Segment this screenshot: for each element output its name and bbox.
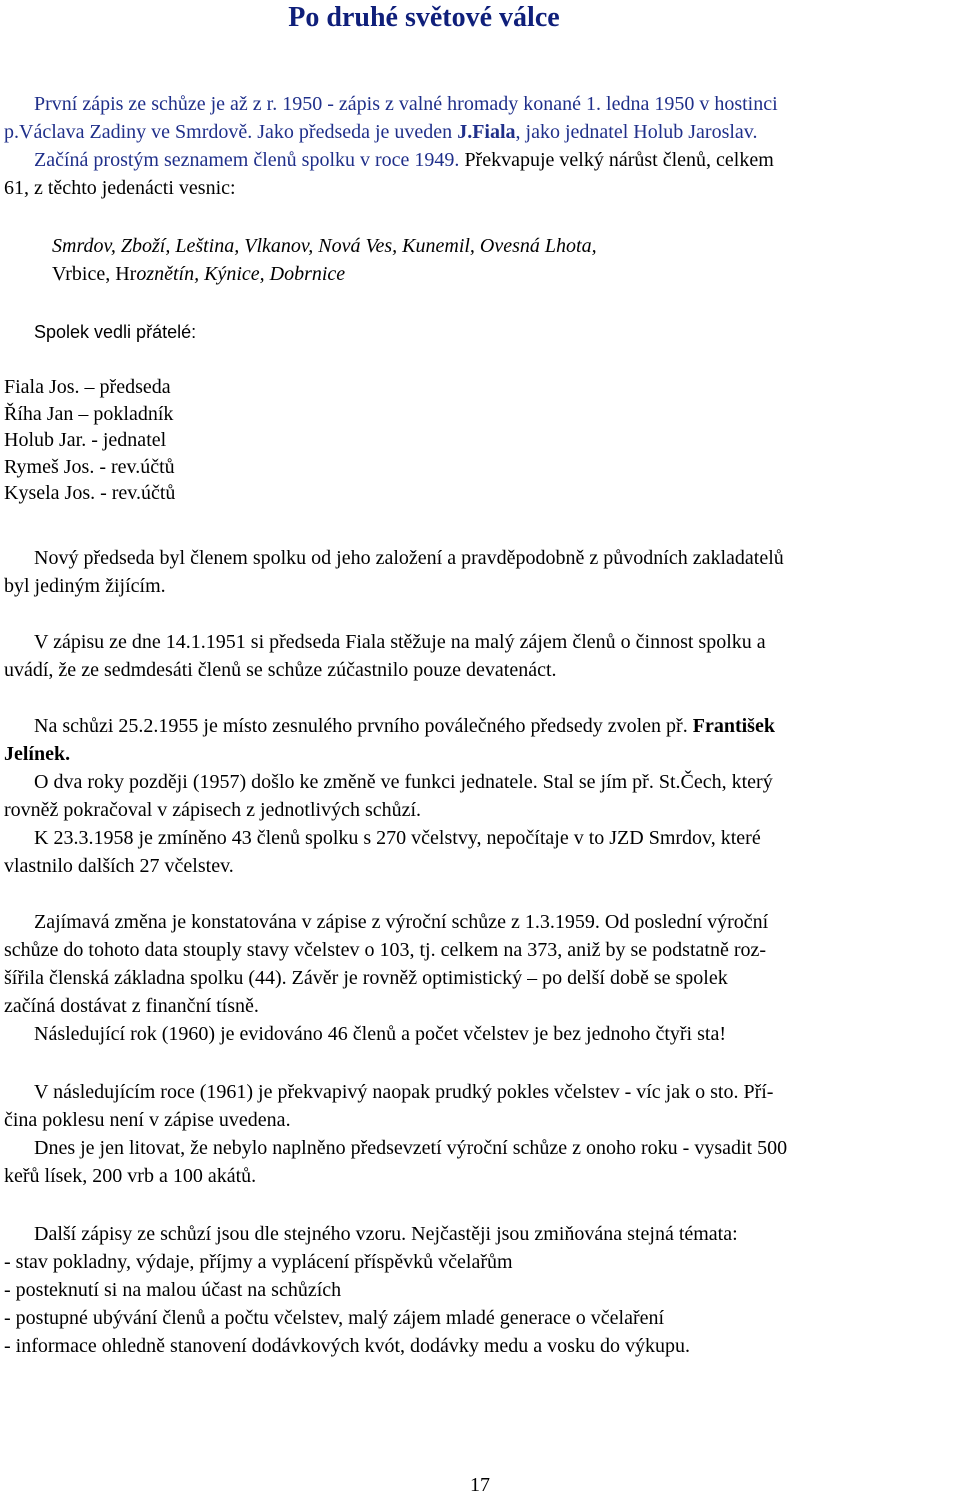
paragraph-line: V následujícím roce (1961) je překvapivý naopak prudký pokles včelstev - víc jak o sto. Pří- bbox=[34, 1081, 774, 1103]
committee-member: Holub Jar. - jednatel bbox=[4, 429, 167, 452]
paragraph-line: V zápisu ze dne 14.1.1951 si předseda Fiala stěžuje na malý zájem členů o činnost spolku a bbox=[34, 631, 766, 653]
committee-member: Říha Jan – pokladník bbox=[4, 402, 174, 425]
paragraph-line: Dnes je jen litovat, že nebylo naplněno předsevzetí výroční schůze z onoho roku - vysadit 500 bbox=[34, 1137, 788, 1159]
paragraph-line: Zajímavá změna je konstatována v zápise z výroční schůze z 1.3.1959. Od poslední výroční bbox=[34, 911, 769, 933]
text-run: p.Václava Zadiny ve Smrdově. Jako předseda je uveden bbox=[4, 121, 458, 143]
village-list-line bbox=[52, 262, 345, 286]
committee-intro: Spolek vedli přátelé: bbox=[34, 322, 197, 342]
paragraph-line: O dva roky později (1957) došlo ke změně ve funkci jednatele. Stal se jím př. St.Čech, který bbox=[34, 771, 773, 793]
paragraph-line: K 23.3.1958 je zmíněno 43 členů spolku s 270 včelstvy, nepočítaje v to JZD Smrdov, které bbox=[34, 827, 761, 849]
paragraph-line: schůze do tohoto data stouply stavy včelstev o 103, tj. celkem na 373, aniž by se podstatně roz- bbox=[4, 939, 767, 961]
text-run-italic: oznětín, Kýnice, Dobrnice bbox=[136, 263, 346, 285]
text-run: Vrbice, Hr bbox=[52, 263, 137, 285]
topic-item: - posteknutí si na malou účast na schůzích bbox=[4, 1279, 342, 1301]
text-run-bold: Jelínek. bbox=[4, 743, 71, 765]
paragraph-line: začíná dostávat z finanční tísně. bbox=[4, 995, 259, 1017]
committee-member: Kysela Jos. - rev.účtů bbox=[4, 482, 176, 505]
paragraph-line bbox=[4, 742, 70, 766]
paragraph-line: vlastnilo dalších 27 včelstev. bbox=[4, 855, 234, 877]
text-run-bold: František bbox=[692, 715, 775, 737]
paragraph-line bbox=[4, 120, 758, 144]
committee-member: Fiala Jos. – předseda bbox=[4, 376, 171, 398]
page-number: 17 bbox=[470, 1474, 490, 1496]
topic-item: - postupné ubývání členů a počtu včelstev, malý zájem mladé generace o včelaření bbox=[4, 1307, 665, 1329]
paragraph-line: čina poklesu není v zápise uvedena. bbox=[4, 1109, 291, 1131]
paragraph-line bbox=[34, 148, 774, 172]
committee-member: Rymeš Jos. - rev.účtů bbox=[4, 455, 175, 478]
paragraph-line: Další zápisy ze schůzí jsou dle stejného vzoru. Nejčastěji jsou zmiňována stejná témata: bbox=[34, 1223, 738, 1245]
paragraph-line: První zápis ze schůze je až z r. 1950 - zápis z valné hromady konané 1. ledna 1950 v hostinci bbox=[34, 93, 778, 115]
text-run-bold: J.Fiala bbox=[457, 121, 516, 143]
paragraph-line: 61, z těchto jedenácti vesnic: bbox=[4, 177, 236, 199]
paragraph-line: šířila členská základna spolku (44). Závěr je rovněž optimistický – po delší době se spolek bbox=[4, 967, 728, 989]
topic-item: - informace ohledně stanovení dodávkových kvót, dodávky medu a vosku do výkupu. bbox=[4, 1335, 690, 1357]
paragraph-line: byl jediným žijícím. bbox=[4, 575, 166, 597]
topic-item: - stav pokladny, výdaje, příjmy a vyplácení příspěvků včelařům bbox=[4, 1251, 513, 1273]
paragraph-line: uvádí, že ze sedmdesáti členů se schůze zúčastnilo pouze devatenáct. bbox=[4, 659, 557, 681]
paragraph-line: Nový předseda byl členem spolku od jeho založení a pravděpodobně z původních zakladatelů bbox=[34, 547, 784, 569]
text-run: , jako jednatel Holub Jaroslav. bbox=[515, 121, 758, 143]
paragraph-line bbox=[34, 714, 775, 738]
text-run: Začíná prostým seznamem členů spolku v roce 1949. bbox=[34, 149, 460, 171]
text-run: Překvapuje velký nárůst členů, celkem bbox=[459, 149, 774, 171]
paragraph-line: rovněž pokračoval v zápisech z jednotlivých schůzí. bbox=[4, 799, 422, 821]
text-run: Na schůzi 25.2.1955 je místo zesnulého prvního poválečného předsedy zvolen př. bbox=[34, 715, 693, 737]
paragraph-line: Následující rok (1960) je evidováno 46 členů a počet včelstev je bez jednoho čtyři sta! bbox=[34, 1023, 726, 1045]
paragraph-line: keřů lísek, 200 vrb a 100 akátů. bbox=[4, 1165, 257, 1187]
page-title: Po druhé světové válce bbox=[288, 2, 560, 33]
village-list-line: Smrdov, Zboží, Leština, Vlkanov, Nová Ves, Kunemil, Ovesná Lhota, bbox=[52, 235, 597, 257]
committee-list bbox=[4, 374, 175, 507]
